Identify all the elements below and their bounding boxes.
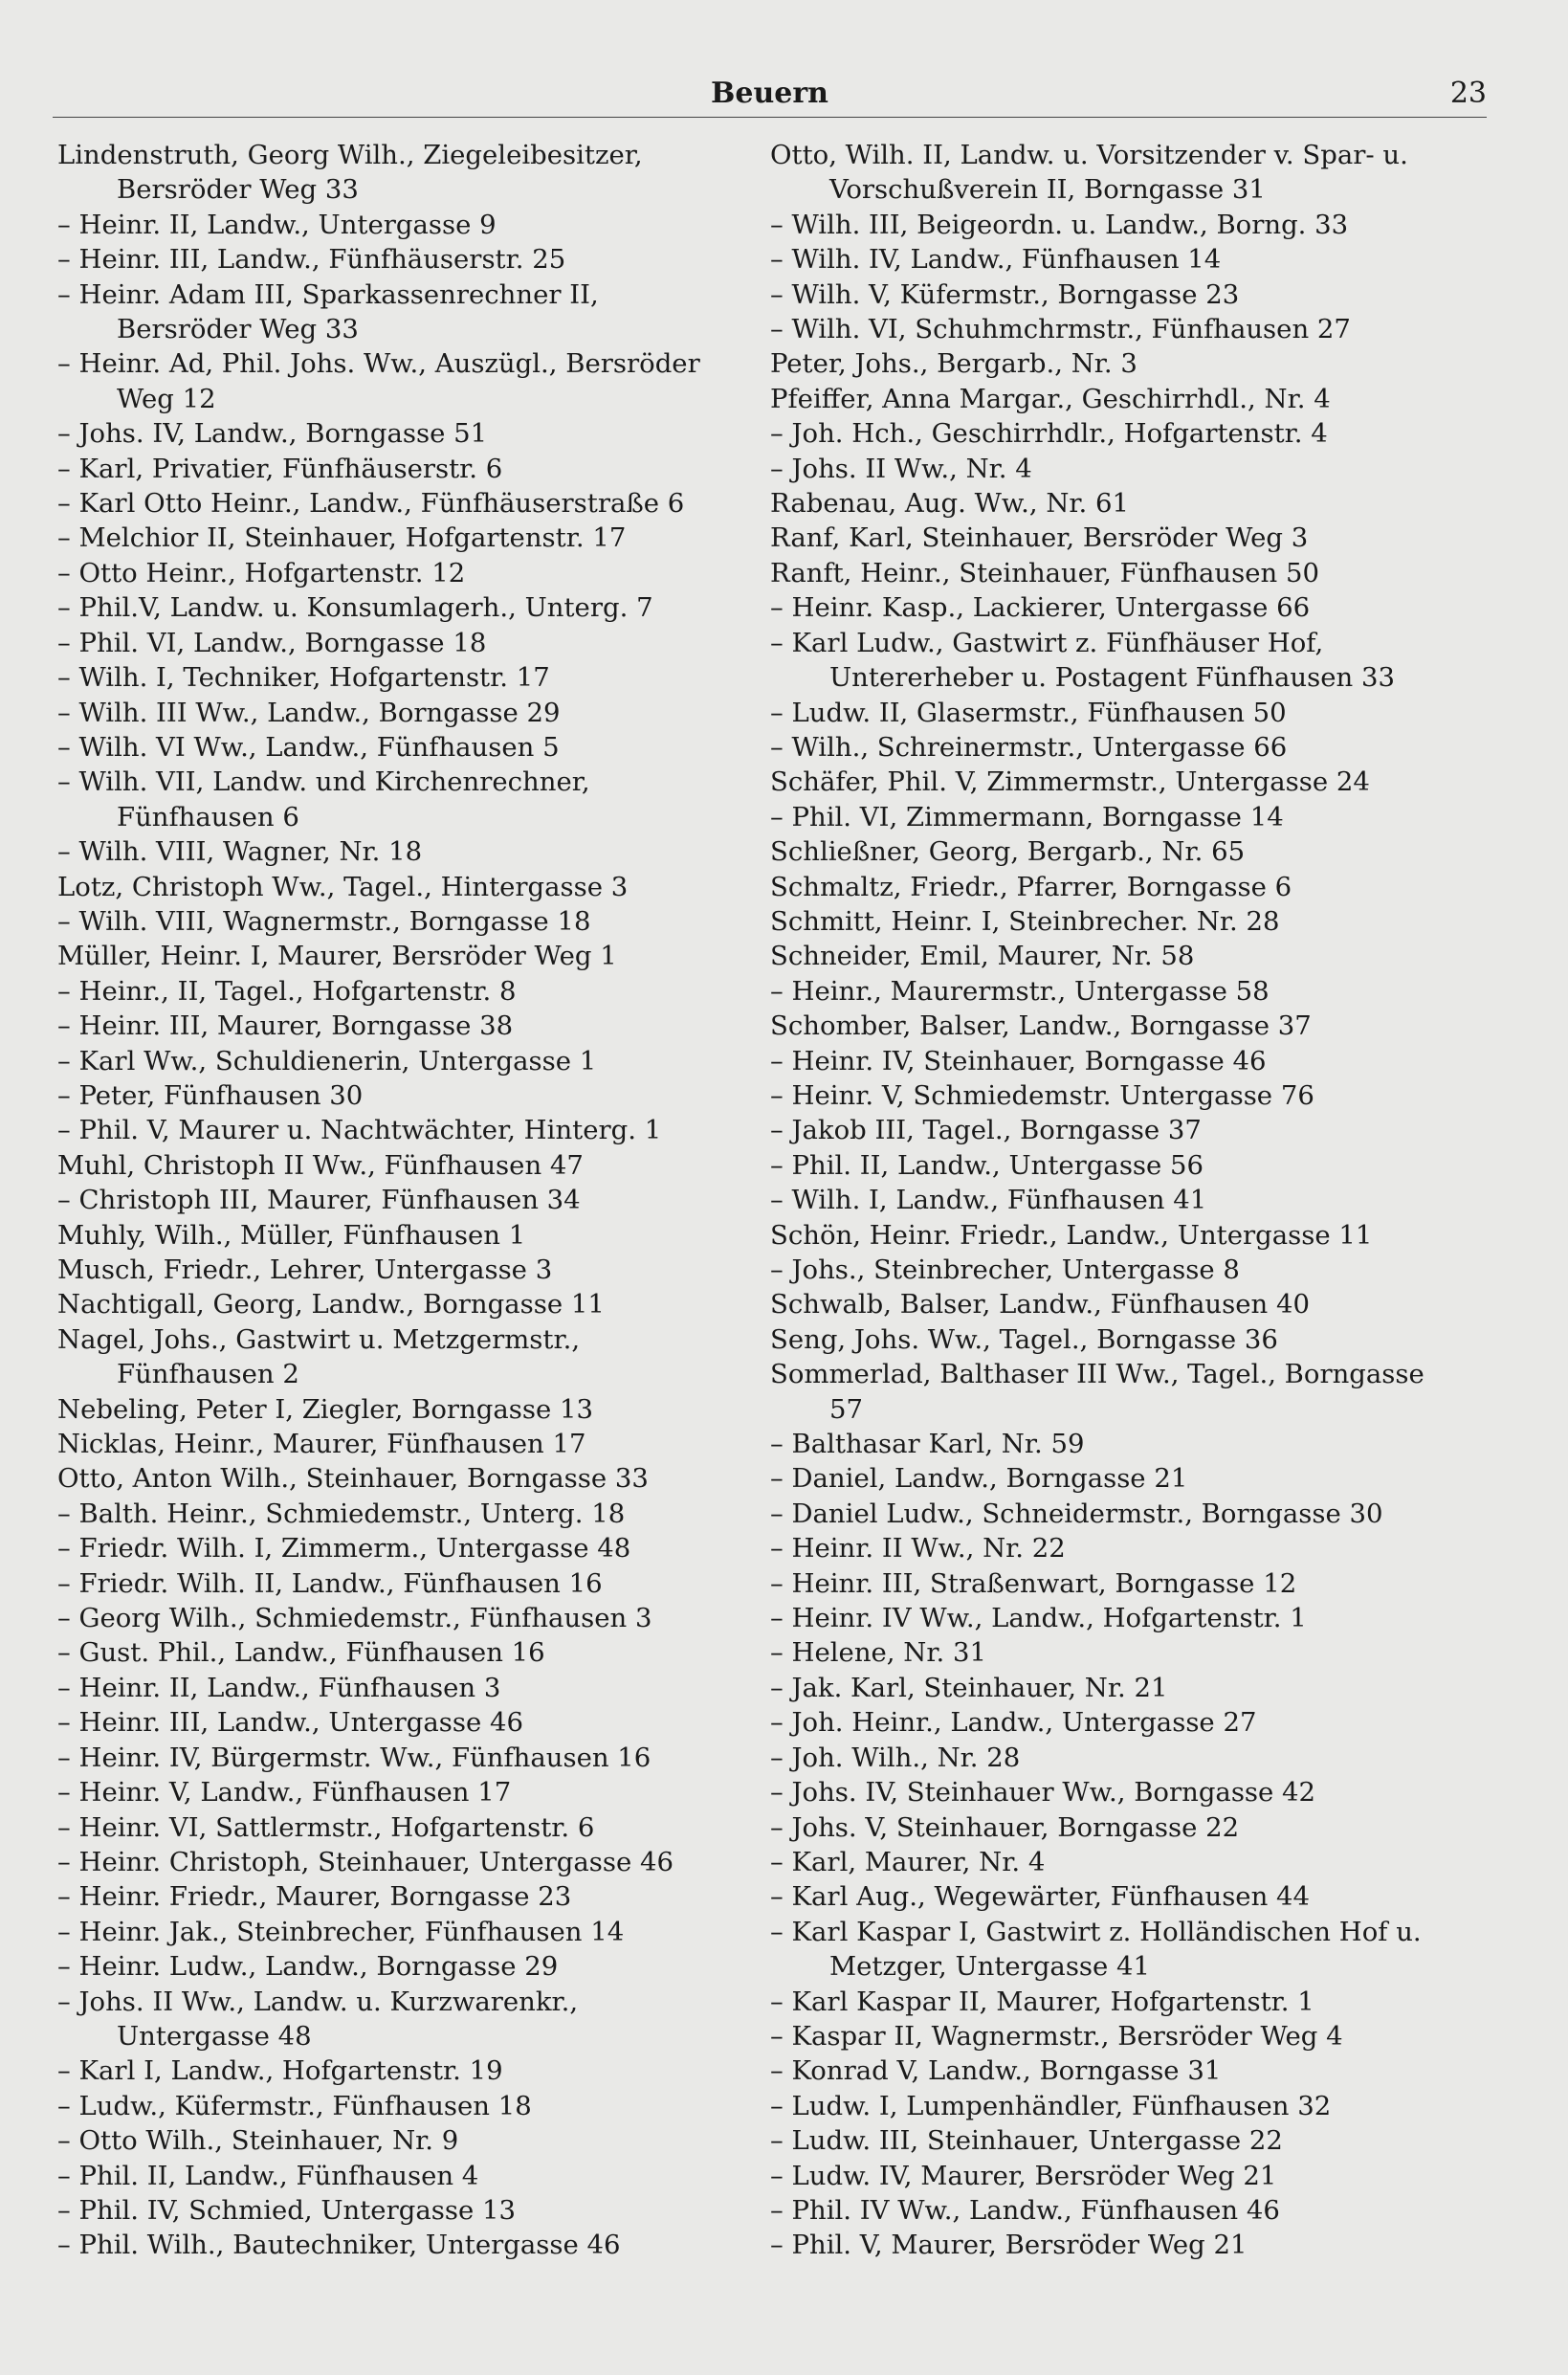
directory-entry: – Wilh. VII, Landw. und Kirchenrechner, Fünfhausen 6 bbox=[57, 766, 590, 832]
directory-entry: Ranft, Heinr., Steinhauer, Fünfhausen 50 bbox=[770, 557, 1319, 588]
directory-entry: – Heinr. Christoph, Steinhauer, Untergasse 46 bbox=[57, 1846, 674, 1877]
directory-entry: – Peter, Fünfhausen 30 bbox=[57, 1079, 364, 1111]
page-number: 23 bbox=[1449, 77, 1487, 110]
directory-entry: – Wilh. III, Beigeordn. u. Landw., Borng. 33 bbox=[770, 209, 1349, 240]
directory-entry: – Heinr. III, Landw., Untergasse 46 bbox=[57, 1707, 523, 1739]
directory-entry: Nicklas, Heinr., Maurer, Fünfhausen 17 bbox=[57, 1429, 586, 1460]
directory-entry: – Wilh. VI Ww., Landw., Fünfhausen 5 bbox=[57, 731, 560, 763]
directory-entry: – Karl, Privatier, Fünfhäuserstr. 6 bbox=[57, 453, 503, 484]
directory-entry: – Joh. Hch., Geschirrhdlr., Hofgartenstr. 4 bbox=[770, 418, 1328, 450]
directory-entry: – Wilh. V, Küfermstr., Borngasse 23 bbox=[770, 278, 1240, 310]
directory-entry: – Heinr. III, Maurer, Borngasse 38 bbox=[57, 1010, 514, 1042]
directory-entry: – Ludw. I, Lumpenhändler, Fünfhausen 32 bbox=[770, 2090, 1332, 2121]
directory-entry: – Konrad V, Landw., Borngasse 31 bbox=[770, 2055, 1222, 2087]
directory-entry: – Heinr. III, Landw., Fünfhäuserstr. 25 bbox=[57, 244, 566, 276]
directory-entry: – Heinr. Ad, Phil. Johs. Ww., Auszügl., Bersröder Weg 12 bbox=[57, 348, 700, 414]
directory-entry: – Heinr. III, Straßenwart, Borngasse 12 bbox=[770, 1567, 1297, 1599]
directory-entry: – Johs. IV, Steinhauer Ww., Borngasse 42 bbox=[770, 1777, 1316, 1809]
directory-entry: Schwalb, Balser, Landw., Fünfhausen 40 bbox=[770, 1289, 1310, 1321]
directory-entry: Schmaltz, Friedr., Pfarrer, Borngasse 6 bbox=[770, 871, 1292, 902]
directory-entry: – Kaspar II, Wagnermstr., Bersröder Weg 4 bbox=[770, 2020, 1343, 2052]
directory-entry: – Phil. IV, Schmied, Untergasse 13 bbox=[57, 2194, 516, 2226]
directory-entry: Muhly, Wilh., Müller, Fünfhausen 1 bbox=[57, 1219, 526, 1251]
directory-entry: – Ludw. II, Glasermstr., Fünfhausen 50 bbox=[770, 697, 1287, 728]
directory-entry: – Karl Ww., Schuldienerin, Untergasse 1 bbox=[57, 1045, 597, 1077]
directory-entry: Muhl, Christoph II Ww., Fünfhausen 47 bbox=[57, 1149, 584, 1181]
directory-entry: Rabenau, Aug. Ww., Nr. 61 bbox=[770, 488, 1129, 520]
directory-entry: – Jakob III, Tagel., Borngasse 37 bbox=[770, 1115, 1202, 1146]
directory-entry: – Wilh. VI, Schuhmchrmstr., Fünfhausen 27 bbox=[770, 314, 1351, 345]
directory-entry: – Heinr. V, Landw., Fünfhausen 17 bbox=[57, 1777, 512, 1809]
directory-entry: – Balthasar Karl, Nr. 59 bbox=[770, 1429, 1085, 1460]
directory-entry: Sommerlad, Balthaser III Ww., Tagel., Borngasse 57 bbox=[770, 1359, 1424, 1425]
directory-entry: – Karl Ludw., Gastwirt z. Fünfhäuser Hof, Untererheber u. Postagent Fünfhausen 33 bbox=[770, 627, 1395, 694]
directory-entry: Schön, Heinr. Friedr., Landw., Untergasse 11 bbox=[770, 1219, 1373, 1251]
directory-entry: – Heinr. Ludw., Landw., Borngasse 29 bbox=[57, 1951, 559, 1983]
directory-entry: – Phil. VI, Landw., Borngasse 18 bbox=[57, 627, 487, 658]
directory-entry: – Wilh. III Ww., Landw., Borngasse 29 bbox=[57, 697, 561, 728]
left-column bbox=[57, 138, 739, 2263]
directory-entry: – Heinr. VI, Sattlermstr., Hofgartenstr. 6 bbox=[57, 1811, 595, 1843]
directory-entry: – Heinr., Maurermstr., Untergasse 58 bbox=[770, 975, 1270, 1007]
directory-entry: – Heinr. IV, Steinhauer, Borngasse 46 bbox=[770, 1045, 1267, 1077]
directory-entry: Schneider, Emil, Maurer, Nr. 58 bbox=[770, 941, 1195, 972]
directory-entry: – Friedr. Wilh. II, Landw., Fünfhausen 16 bbox=[57, 1567, 603, 1599]
directory-entry: – Karl, Maurer, Nr. 4 bbox=[770, 1846, 1046, 1877]
directory-entry: – Ludw., Küfermstr., Fünfhausen 18 bbox=[57, 2090, 532, 2121]
page-title: Beuern bbox=[711, 77, 828, 110]
directory-entry: Lindenstruth, Georg Wilh., Ziegeleibesitzer, Bersröder Weg 33 bbox=[57, 140, 643, 206]
directory-entry: – Heinr. II, Landw., Untergasse 9 bbox=[57, 209, 497, 240]
page-header bbox=[53, 75, 1487, 118]
directory-entry: – Wilh., Schreinermstr., Untergasse 66 bbox=[770, 731, 1288, 763]
directory-entry: – Balth. Heinr., Schmiedemstr., Unterg. 18 bbox=[57, 1498, 626, 1529]
directory-entry: – Heinr. IV Ww., Landw., Hofgartenstr. 1 bbox=[770, 1603, 1307, 1634]
directory-entry: – Heinr. Kasp., Lackierer, Untergasse 66 bbox=[770, 592, 1311, 624]
directory-entry: – Phil. VI, Zimmermann, Borngasse 14 bbox=[770, 801, 1284, 832]
directory-entry: Nachtigall, Georg, Landw., Borngasse 11 bbox=[57, 1289, 605, 1321]
directory-entry: – Georg Wilh., Schmiedemstr., Fünfhausen 3 bbox=[57, 1603, 652, 1634]
directory-entry: – Heinr. II, Landw., Fünfhausen 3 bbox=[57, 1672, 501, 1703]
directory-entry: – Karl Kaspar I, Gastwirt z. Holländischen Hof u. Metzger, Untergasse 41 bbox=[770, 1916, 1422, 1983]
directory-entry: Otto, Anton Wilh., Steinhauer, Borngasse 33 bbox=[57, 1463, 649, 1495]
directory-entry: – Johs. II Ww., Landw. u. Kurzwarenkr., Untergasse 48 bbox=[57, 1986, 579, 2052]
directory-entry: – Karl Otto Heinr., Landw., Fünfhäuserstraße 6 bbox=[57, 488, 685, 520]
directory-entry: – Phil. II, Landw., Untergasse 56 bbox=[770, 1149, 1204, 1181]
directory-entry: – Karl Aug., Wegewärter, Fünfhausen 44 bbox=[770, 1881, 1311, 1913]
directory-entry: – Gust. Phil., Landw., Fünfhausen 16 bbox=[57, 1637, 545, 1669]
directory-entry: – Phil. II, Landw., Fünfhausen 4 bbox=[57, 2160, 479, 2191]
directory-entry: – Phil.V, Landw. u. Konsumlagerh., Unterg. 7 bbox=[57, 592, 653, 624]
directory-entry: Peter, Johs., Bergarb., Nr. 3 bbox=[770, 348, 1137, 380]
directory-entry: – Jak. Karl, Steinhauer, Nr. 21 bbox=[770, 1672, 1168, 1703]
directory-entry: Müller, Heinr. I, Maurer, Bersröder Weg 1 bbox=[57, 941, 617, 972]
directory-entry: – Melchior II, Steinhauer, Hofgartenstr. 17 bbox=[57, 522, 627, 554]
directory-entry: – Otto Wilh., Steinhauer, Nr. 9 bbox=[57, 2125, 459, 2157]
directory-entry: – Phil. V, Maurer u. Nachtwächter, Hinterg. 1 bbox=[57, 1115, 662, 1146]
directory-entry: – Karl I, Landw., Hofgartenstr. 19 bbox=[57, 2055, 503, 2087]
directory-entry: Schließner, Georg, Bergarb., Nr. 65 bbox=[770, 836, 1246, 868]
directory-entry: Nagel, Johs., Gastwirt u. Metzgermstr., Fünfhausen 2 bbox=[57, 1323, 581, 1390]
directory-entry: – Heinr. II Ww., Nr. 22 bbox=[770, 1533, 1066, 1565]
directory-entry: Pfeiffer, Anna Margar., Geschirrhdl., Nr. 4 bbox=[770, 383, 1331, 414]
directory-entry: – Johs. II Ww., Nr. 4 bbox=[770, 453, 1032, 484]
directory-entry: – Daniel Ludw., Schneidermstr., Borngasse 30 bbox=[770, 1498, 1383, 1529]
directory-entry: – Christoph III, Maurer, Fünfhausen 34 bbox=[57, 1185, 581, 1216]
directory-entry: – Karl Kaspar II, Maurer, Hofgartenstr. 1 bbox=[770, 1986, 1314, 2017]
directory-entry: – Johs. IV, Landw., Borngasse 51 bbox=[57, 418, 488, 450]
directory-entry: Ranf, Karl, Steinhauer, Bersröder Weg 3 bbox=[770, 522, 1309, 554]
directory-entry: – Wilh. IV, Landw., Fünfhausen 14 bbox=[770, 244, 1222, 276]
directory-entry: – Joh. Wilh., Nr. 28 bbox=[770, 1742, 1021, 1773]
directory-entry: – Wilh. I, Techniker, Hofgartenstr. 17 bbox=[57, 662, 550, 694]
directory-entry: Otto, Wilh. II, Landw. u. Vorsitzender v. Spar- u. Vorschußverein II, Borngasse 31 bbox=[770, 140, 1408, 206]
directory-entry: – Ludw. IV, Maurer, Bersröder Weg 21 bbox=[770, 2160, 1277, 2191]
directory-entry: – Otto Heinr., Hofgartenstr. 12 bbox=[57, 557, 466, 588]
directory-entry: Schomber, Balser, Landw., Borngasse 37 bbox=[770, 1010, 1312, 1042]
directory-entry: – Daniel, Landw., Borngasse 21 bbox=[770, 1463, 1188, 1495]
directory-entry: – Heinr. Jak., Steinbrecher, Fünfhausen 14 bbox=[57, 1916, 625, 1947]
directory-entry: Seng, Johs. Ww., Tagel., Borngasse 36 bbox=[770, 1323, 1278, 1355]
directory-entry: Nebeling, Peter I, Ziegler, Borngasse 13 bbox=[57, 1393, 594, 1425]
directory-entry: – Johs., Steinbrecher, Untergasse 8 bbox=[770, 1254, 1240, 1285]
directory-entry: Schmitt, Heinr. I, Steinbrecher. Nr. 28 bbox=[770, 905, 1280, 937]
directory-entry: – Ludw. III, Steinhauer, Untergasse 22 bbox=[770, 2125, 1283, 2157]
directory-entry: Schäfer, Phil. V, Zimmermstr., Untergasse 24 bbox=[770, 766, 1370, 798]
directory-entry: – Wilh. I, Landw., Fünfhausen 41 bbox=[770, 1185, 1207, 1216]
directory-entry: – Heinr. Adam III, Sparkassenrechner II, Bersröder Weg 33 bbox=[57, 278, 599, 345]
directory-entry: – Heinr. IV, Bürgermstr. Ww., Fünfhausen 16 bbox=[57, 1742, 651, 1773]
directory-entry: – Helene, Nr. 31 bbox=[770, 1637, 986, 1669]
directory-entry: – Wilh. VIII, Wagner, Nr. 18 bbox=[57, 836, 423, 868]
directory-entry: – Heinr. Friedr., Maurer, Borngasse 23 bbox=[57, 1881, 572, 1913]
directory-entry: – Wilh. VIII, Wagnermstr., Borngasse 18 bbox=[57, 905, 591, 937]
directory-entry: Musch, Friedr., Lehrer, Untergasse 3 bbox=[57, 1254, 553, 1285]
directory-entry: – Friedr. Wilh. I, Zimmerm., Untergasse 48 bbox=[57, 1533, 631, 1565]
directory-entry: – Phil. V, Maurer, Bersröder Weg 21 bbox=[770, 2230, 1248, 2261]
directory-entry: – Heinr., II, Tagel., Hofgartenstr. 8 bbox=[57, 975, 517, 1007]
directory-entry: Lotz, Christoph Ww., Tagel., Hintergasse 3 bbox=[57, 871, 629, 902]
directory-entry: – Heinr. V, Schmiedemstr. Untergasse 76 bbox=[770, 1079, 1314, 1111]
directory-entry: – Joh. Heinr., Landw., Untergasse 27 bbox=[770, 1707, 1257, 1739]
directory-entry: – Phil. IV Ww., Landw., Fünfhausen 46 bbox=[770, 2194, 1280, 2226]
directory-entry: – Phil. Wilh., Bautechniker, Untergasse 46 bbox=[57, 2230, 621, 2261]
directory-entry: – Johs. V, Steinhauer, Borngasse 22 bbox=[770, 1811, 1240, 1843]
right-column bbox=[770, 138, 1451, 2263]
